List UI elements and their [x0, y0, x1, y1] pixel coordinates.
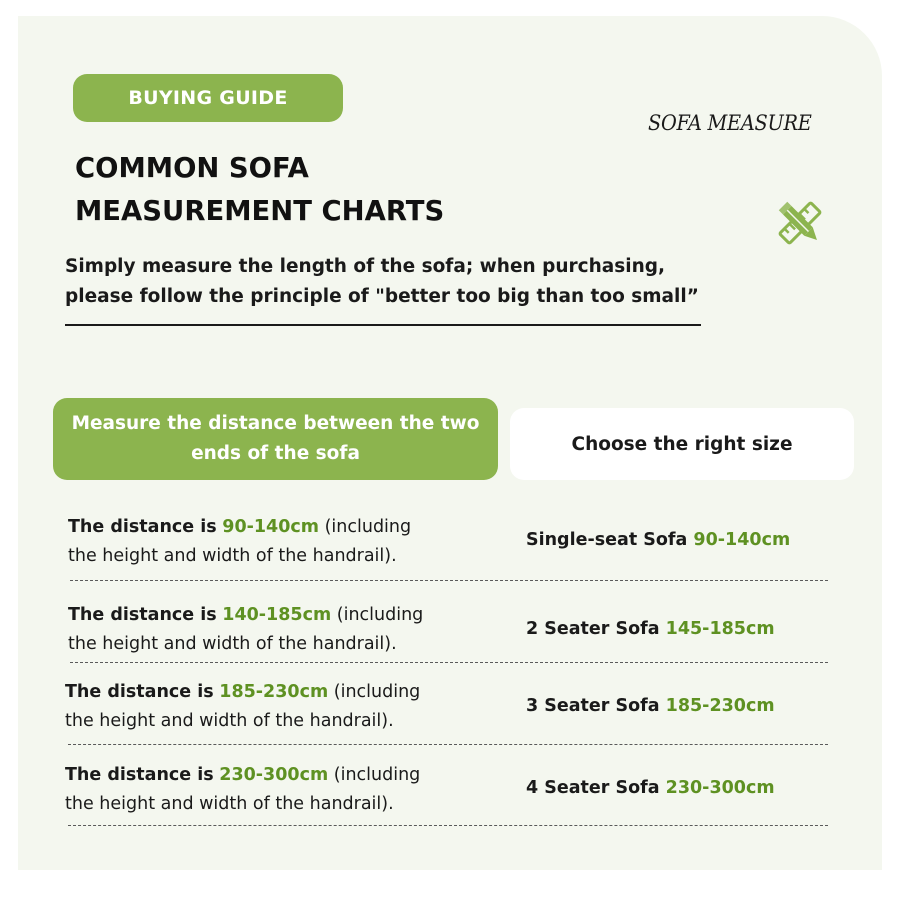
table-row-measure	[68, 513, 508, 571]
distance-suffix: (including	[319, 517, 412, 537]
subtitle-line-2: please follow the principle of "better too big than too small”	[65, 286, 699, 307]
size-range: 185-230cm	[665, 696, 775, 716]
title-line-2: MEASUREMENT CHARTS	[75, 194, 445, 227]
table-row-size	[526, 778, 856, 798]
subtitle-line-1: Simply measure the length of the sofa; when purchasing,	[65, 256, 666, 277]
distance-note: the height and width of the handrail).	[68, 634, 397, 654]
measure-header	[53, 398, 498, 480]
distance-range: 90-140cm	[222, 517, 320, 537]
distance-note: the height and width of the handrail).	[68, 546, 397, 566]
table-row-size	[526, 696, 856, 716]
title-line-1: COMMON SOFA	[75, 151, 309, 184]
size-header	[510, 408, 854, 480]
page-title	[75, 146, 624, 232]
distance-prefix: The distance is	[68, 517, 217, 537]
table-row-size	[526, 619, 856, 639]
size-header-label: Choose the right size	[571, 433, 793, 455]
distance-suffix: (including	[331, 605, 424, 625]
distance-note: the height and width of the handrail).	[65, 711, 394, 731]
measure-header-line-1: Measure the distance between the two	[71, 413, 480, 434]
distance-range: 230-300cm	[219, 765, 329, 785]
pencil-ruler-icon	[768, 194, 832, 252]
size-label: 4 Seater Sofa	[526, 778, 660, 798]
buying-guide-badge	[73, 74, 343, 122]
table-row-size	[526, 530, 856, 550]
table-row-measure	[68, 601, 508, 659]
distance-prefix: The distance is	[68, 605, 217, 625]
distance-note: the height and width of the handrail).	[65, 794, 394, 814]
distance-range: 185-230cm	[219, 682, 329, 702]
distance-suffix: (including	[328, 765, 421, 785]
size-range: 145-185cm	[665, 619, 775, 639]
measure-header-line-2: ends of the sofa	[191, 443, 360, 464]
row-divider	[68, 825, 828, 826]
table-row-measure	[65, 761, 505, 819]
subtitle	[65, 252, 725, 312]
row-divider	[68, 744, 828, 745]
size-range: 90-140cm	[693, 530, 791, 550]
distance-prefix: The distance is	[65, 682, 214, 702]
size-label: 3 Seater Sofa	[526, 696, 660, 716]
badge-label: BUYING GUIDE	[128, 87, 288, 109]
row-divider	[70, 580, 828, 581]
distance-range: 140-185cm	[222, 605, 332, 625]
distance-prefix: The distance is	[65, 765, 214, 785]
size-label: 2 Seater Sofa	[526, 619, 660, 639]
size-range: 230-300cm	[665, 778, 775, 798]
distance-suffix: (including	[328, 682, 421, 702]
row-divider	[70, 662, 828, 663]
title-divider	[65, 324, 701, 326]
brand-name: SOFA MEASURE	[648, 111, 812, 135]
size-label: Single-seat Sofa	[526, 530, 688, 550]
table-row-measure	[65, 678, 505, 736]
